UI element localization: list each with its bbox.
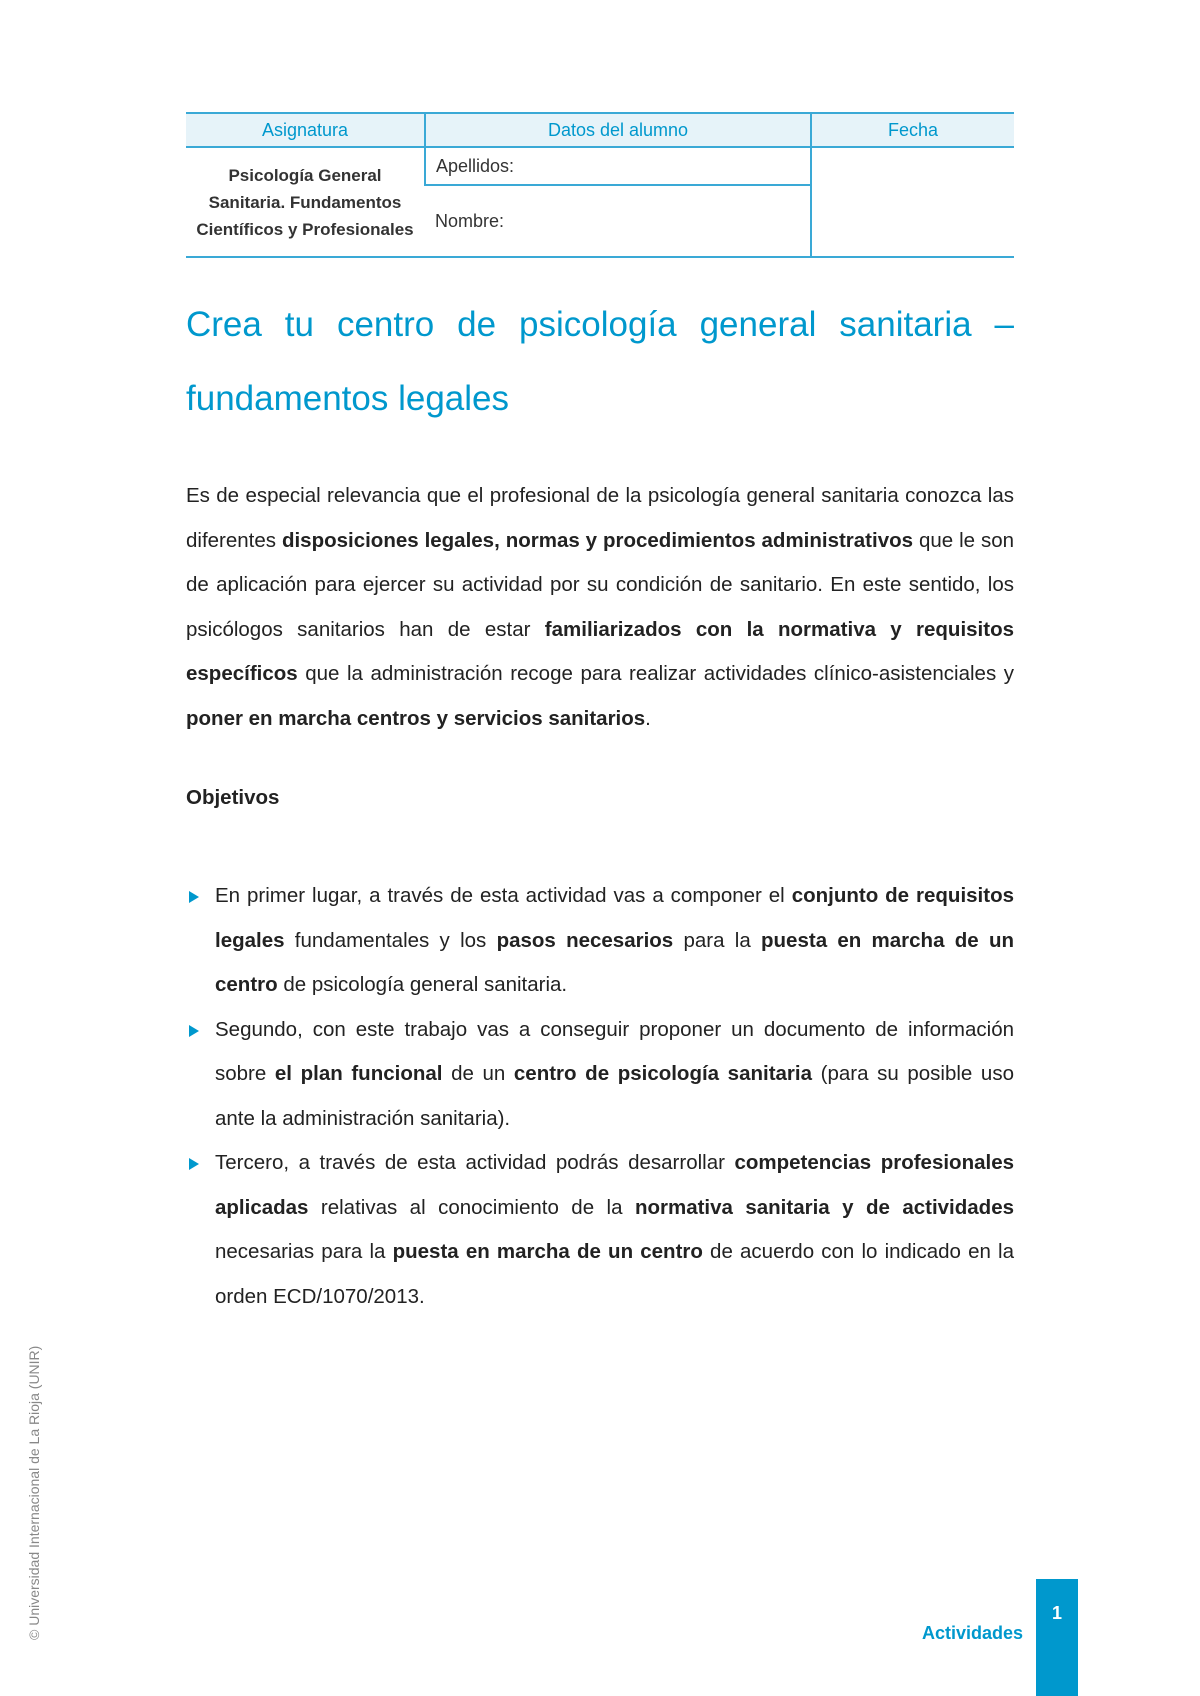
footer-section-label: Actividades — [922, 1623, 1024, 1643]
bold-text: familiarizados con la normativa y requisitos específicos — [186, 617, 1014, 685]
bullet-arrow-icon — [189, 891, 199, 903]
objectives-list — [186, 874, 1014, 1319]
subject-name: Psicología General Sanitaria. Fundamentos Científicos y Profesionales — [186, 147, 425, 257]
copyright-text: © Universidad Internacional de La Rioja (UNIR) — [26, 1345, 42, 1640]
text-run: para la — [673, 928, 762, 952]
bold-text: conjunto de requisitos legales — [215, 884, 1014, 952]
bullet-arrow-icon — [189, 1158, 199, 1170]
intro-paragraph — [186, 474, 1014, 741]
text-run: Tercero, a través de esta actividad podrás desarrollar — [215, 1151, 735, 1174]
bold-text: puesta en marcha de un centro — [215, 928, 1014, 996]
bold-text: disposiciones legales, normas y procedimientos administrativos — [281, 528, 914, 552]
text-run: En primer lugar, a través de esta actividad vas a componer el — [215, 884, 792, 907]
header-asignatura: Asignatura — [186, 113, 425, 147]
nombre-field[interactable]: Nombre: — [425, 185, 811, 257]
text-run: que la administración recoge para realizar actividades clínico-asistenciales y — [297, 662, 1014, 685]
text-run: (para su posible uso ante la administración sanitaria). — [215, 1062, 1014, 1130]
bold-text: pasos necesarios — [496, 928, 674, 952]
objective-item — [186, 874, 1014, 1008]
objective-item — [186, 1141, 1014, 1319]
bold-text: normativa sanitaria y de actividades — [634, 1195, 1014, 1219]
text-run: Segundo, con este trabajo vas a conseguir proponer un documento de información sobre — [215, 1017, 1014, 1085]
bold-text: puesta en marcha de un centro — [392, 1240, 703, 1263]
fecha-field[interactable] — [811, 147, 1014, 257]
bold-text: el plan funcional — [274, 1062, 443, 1085]
page-number: 1 — [1036, 1579, 1078, 1696]
objective-item — [186, 1008, 1014, 1142]
text-run: necesarias para la — [215, 1240, 393, 1263]
text-run: de un — [442, 1062, 514, 1085]
apellidos-field[interactable]: Apellidos: — [425, 147, 811, 185]
header-datos-alumno: Datos del alumno — [425, 113, 811, 147]
text-run: fundamentales y los — [284, 928, 497, 952]
text-run: Es de especial relevancia que el profesional de la psicología general sanitaria conozca las diferentes — [186, 484, 1014, 552]
bold-text: centro de psicología sanitaria — [513, 1062, 813, 1085]
text-run: que le son de aplicación para ejercer su actividad por su condición de sanitario. En este sentido, los psicólogos sanitarios han de estar — [186, 528, 1014, 641]
bold-text: poner en marcha centros y servicios sanitarios — [186, 706, 646, 730]
text-run: . — [645, 706, 651, 730]
objectives-heading: Objetivos — [186, 786, 280, 809]
student-info-table — [186, 112, 1014, 258]
text-run: relativas al conocimiento de la — [308, 1195, 635, 1219]
header-fecha: Fecha — [811, 113, 1014, 147]
text-run: de acuerdo con lo indicado en la orden ECD/1070/2013. — [215, 1240, 1014, 1308]
text-run: de psicología general sanitaria. — [277, 973, 568, 996]
bold-text: competencias profesionales aplicadas — [215, 1151, 1014, 1219]
page-title: Crea tu centro de psicología general sanitaria – fundamentos legales — [186, 305, 1014, 418]
bullet-arrow-icon — [189, 1025, 199, 1037]
